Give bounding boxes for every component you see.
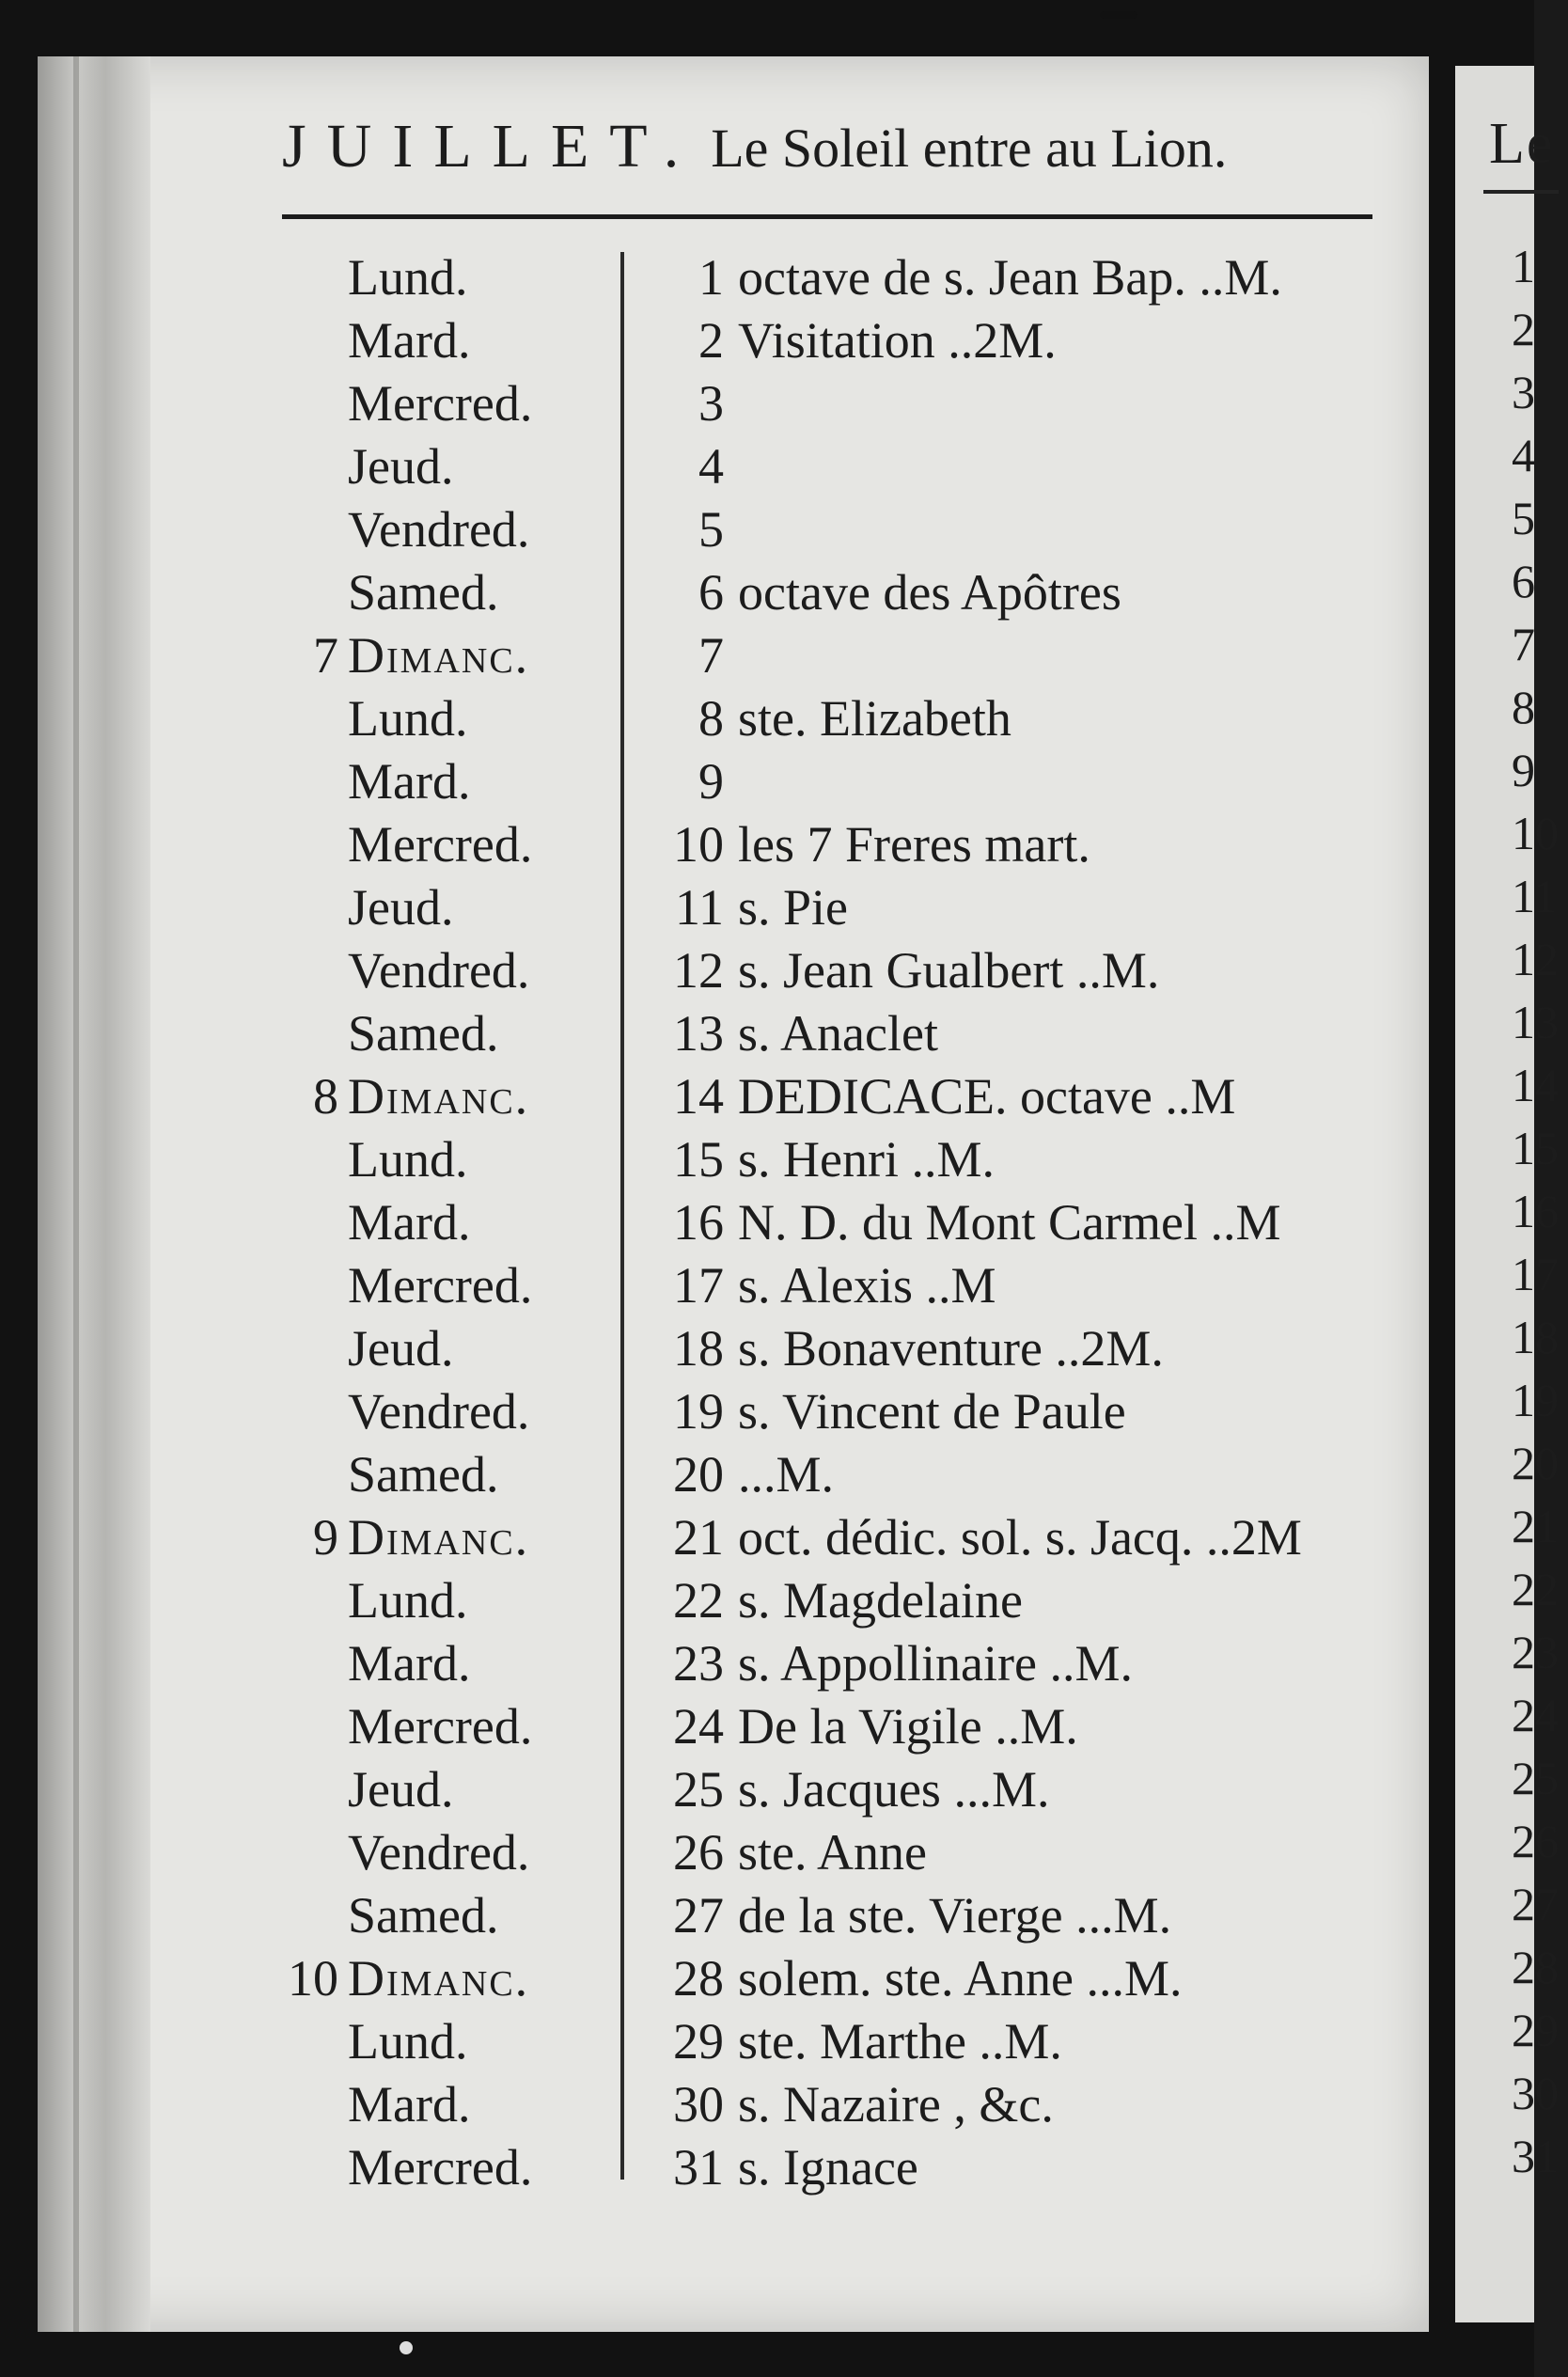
adjacent-day-number: 21 (1512, 1500, 1559, 1552)
weekday-name: Dimanc. (348, 1509, 530, 1566)
adjacent-day-number: 6 (1512, 555, 1535, 607)
calendar-row (282, 1317, 1410, 1380)
adjacent-day-number: 5 (1512, 492, 1535, 544)
week-number: 10 (288, 1950, 338, 2007)
day-number: 11 (675, 879, 724, 936)
feast-entry: ste. Marthe ..M. (738, 2013, 1062, 2070)
adjacent-day-number: 4 (1512, 429, 1535, 481)
adjacent-day-number: 1 (1512, 240, 1535, 292)
weekday-name: Samed. (348, 1446, 499, 1503)
day-number: 13 (673, 1005, 724, 1062)
adjacent-day-number: 12 (1512, 933, 1559, 985)
day-number: 26 (673, 1824, 724, 1881)
adjacent-day-number: 23 (1512, 1626, 1559, 1678)
weekday-name: Mercred. (348, 816, 533, 873)
calendar-row (282, 309, 1410, 372)
calendar-row (282, 1002, 1410, 1065)
header-rule (282, 214, 1372, 219)
feast-entry: s. Ignace (738, 2139, 918, 2196)
calendar-row (282, 1632, 1410, 1695)
weekday-name: Lund. (348, 2013, 468, 2070)
day-number: 8 (698, 690, 724, 747)
calendar-row (282, 2073, 1410, 2136)
feast-entry: s. Anaclet (738, 1005, 938, 1062)
adjacent-day-numbers (1512, 235, 1568, 2188)
week-number: 9 (313, 1509, 338, 1566)
day-number: 7 (698, 627, 724, 684)
calendar-row (282, 1884, 1410, 1947)
weekday-name: Samed. (348, 1887, 499, 1944)
weekday-name: Dimanc. (348, 1068, 530, 1125)
day-number: 29 (673, 2013, 724, 2070)
day-number: 12 (673, 942, 724, 999)
feast-entry: s. Henri ..M. (738, 1131, 995, 1188)
adjacent-day-number: 27 (1512, 1878, 1559, 1930)
page-header (282, 111, 1410, 205)
day-number: 28 (673, 1950, 724, 2007)
adjacent-day-number: 11 (1512, 870, 1558, 922)
weekday-name: Vendred. (348, 1824, 530, 1881)
ink-smudge (1100, 11, 1137, 19)
feast-entry: s. Vincent de Paule (738, 1383, 1126, 1440)
calendar-row (282, 435, 1410, 498)
calendar-table (282, 246, 1410, 2199)
calendar-row (282, 1191, 1410, 1254)
feast-entry: N. D. du Mont Carmel ..M (738, 1194, 1281, 1251)
calendar-row (282, 1506, 1410, 1569)
calendar-row (282, 687, 1410, 750)
weekday-name: Lund. (348, 1131, 468, 1188)
calendar-row (282, 939, 1410, 1002)
adjacent-day-number: 9 (1512, 744, 1535, 796)
calendar-row (282, 246, 1410, 309)
feast-entry: s. Jean Gualbert ..M. (738, 942, 1160, 999)
calendar-row (282, 1380, 1410, 1443)
weekday-name: Jeud. (348, 438, 454, 495)
feast-entry: s. Alexis ..M (738, 1257, 996, 1314)
day-number: 2 (698, 312, 724, 369)
adjacent-day-number: 2 (1512, 303, 1535, 355)
weekday-name: Dimanc. (348, 627, 530, 684)
weekday-name: Samed. (348, 564, 499, 621)
weekday-name: Mard. (348, 1194, 471, 1251)
adjacent-day-number: 15 (1512, 1122, 1559, 1174)
calendar-row (282, 1947, 1410, 2010)
adjacent-day-number: 17 (1512, 1248, 1559, 1300)
weekday-name: Lund. (348, 690, 468, 747)
day-number: 25 (673, 1761, 724, 1818)
day-number: 21 (673, 1509, 724, 1566)
day-number: 16 (673, 1194, 724, 1251)
day-number: 24 (673, 1698, 724, 1755)
adjacent-day-number: 16 (1512, 1185, 1559, 1237)
month-title: JUILLET. (282, 112, 700, 181)
adjacent-day-number: 14 (1512, 1059, 1559, 1111)
weekday-name: Vendred. (348, 501, 530, 558)
feast-entry: s. Magdelaine (738, 1572, 1023, 1629)
feast-entry: s. Appollinaire ..M. (738, 1635, 1133, 1692)
weekday-name: Jeud. (348, 879, 454, 936)
feast-entry: DEDICACE. octave ..M (738, 1068, 1236, 1125)
feast-entry: octave de s. Jean Bap. ..M. (738, 249, 1282, 306)
weekday-name: Mard. (348, 1635, 471, 1692)
day-number: 18 (673, 1320, 724, 1377)
adjacent-day-number: 10 (1512, 807, 1559, 859)
adjacent-header-rule (1483, 190, 1559, 194)
day-number: 30 (673, 2076, 724, 2133)
adjacent-day-number: 29 (1512, 2004, 1559, 2056)
calendar-row (282, 1569, 1410, 1632)
day-number: 6 (698, 564, 724, 621)
adjacent-day-number: 30 (1512, 2067, 1559, 2119)
calendar-row (282, 624, 1410, 687)
day-number: 10 (673, 816, 724, 873)
calendar-row (282, 876, 1410, 939)
weekday-name: Lund. (348, 249, 468, 306)
calendar-row (282, 813, 1410, 876)
book-spine (38, 56, 150, 2332)
adjacent-day-number: 22 (1512, 1563, 1559, 1615)
day-number: 15 (673, 1131, 724, 1188)
adjacent-day-number: 28 (1512, 1941, 1559, 1993)
week-number: 7 (313, 627, 338, 684)
weekday-name: Vendred. (348, 1383, 530, 1440)
feast-entry: oct. dédic. sol. s. Jacq. ..2M (738, 1509, 1302, 1566)
day-number: 20 (673, 1446, 724, 1503)
calendar-row (282, 1254, 1410, 1317)
adjacent-day-number: 7 (1512, 618, 1535, 670)
day-number: 1 (698, 249, 724, 306)
day-number: 9 (698, 753, 724, 810)
calendar-row (282, 1443, 1410, 1506)
feast-entry: Visitation ..2M. (738, 312, 1057, 369)
day-number: 14 (673, 1068, 724, 1125)
calendar-row (282, 750, 1410, 813)
weekday-name: Jeud. (348, 1761, 454, 1818)
calendar-row (282, 561, 1410, 624)
day-number: 31 (673, 2139, 724, 2196)
calendar-row (282, 498, 1410, 561)
adjacent-day-number: 13 (1512, 996, 1559, 1048)
weekday-name: Lund. (348, 1572, 468, 1629)
feast-entry: s. Nazaire , &c. (738, 2076, 1054, 2133)
adjacent-day-number: 31 (1512, 2130, 1559, 2182)
adjacent-day-number: 26 (1512, 1815, 1559, 1867)
adjacent-day-number: 25 (1512, 1752, 1559, 1804)
weekday-name: Samed. (348, 1005, 499, 1062)
weekday-name: Mercred. (348, 2139, 533, 2196)
day-number: 27 (673, 1887, 724, 1944)
feast-entry: s. Pie (738, 879, 849, 936)
weekday-name: Dimanc. (348, 1950, 530, 2007)
adjacent-page-header: Le (1489, 112, 1555, 176)
feast-entry: solem. ste. Anne ...M. (738, 1950, 1183, 2007)
adjacent-day-number: 8 (1512, 681, 1535, 733)
weekday-name: Jeud. (348, 1320, 454, 1377)
adjacent-day-number: 18 (1512, 1311, 1559, 1363)
feast-entry: de la ste. Vierge ...M. (738, 1887, 1172, 1944)
weekday-name: Mard. (348, 312, 471, 369)
calendar-row (282, 2136, 1410, 2199)
feast-entry: ste. Elizabeth (738, 690, 1011, 747)
day-number: 23 (673, 1635, 724, 1692)
feast-entry: De la Vigile ..M. (738, 1698, 1078, 1755)
day-number: 22 (673, 1572, 724, 1629)
calendar-row (282, 1065, 1410, 1128)
day-number: 3 (698, 375, 724, 432)
feast-entry: ste. Anne (738, 1824, 927, 1881)
calendar-row (282, 1758, 1410, 1821)
weekday-name: Mard. (348, 753, 471, 810)
day-number: 17 (673, 1257, 724, 1314)
weekday-name: Mercred. (348, 1698, 533, 1755)
dust-spot (400, 2341, 413, 2354)
weekday-name: Vendred. (348, 942, 530, 999)
week-number: 8 (313, 1068, 338, 1125)
feast-entry: s. Jacques ...M. (738, 1761, 1050, 1818)
feast-entry: s. Bonaventure ..2M. (738, 1320, 1164, 1377)
adjacent-day-number: 3 (1512, 366, 1535, 418)
feast-entry: ...M. (738, 1446, 835, 1503)
day-number: 19 (673, 1383, 724, 1440)
calendar-row (282, 1821, 1410, 1884)
calendar-row (282, 1128, 1410, 1191)
zodiac-subtitle: Le Soleil entre au Lion. (711, 118, 1228, 179)
feast-entry: octave des Apôtres (738, 564, 1121, 621)
adjacent-day-number: 19 (1512, 1374, 1559, 1426)
day-number: 5 (698, 501, 724, 558)
adjacent-day-number: 24 (1512, 1689, 1559, 1741)
calendar-row (282, 372, 1410, 435)
day-number: 4 (698, 438, 724, 495)
weekday-name: Mard. (348, 2076, 471, 2133)
weekday-name: Mercred. (348, 375, 533, 432)
weekday-name: Mercred. (348, 1257, 533, 1314)
calendar-row (282, 2010, 1410, 2073)
adjacent-day-number: 20 (1512, 1437, 1559, 1489)
calendar-row (282, 1695, 1410, 1758)
feast-entry: les 7 Freres mart. (738, 816, 1090, 873)
adjacent-page-edge (1455, 66, 1559, 2322)
